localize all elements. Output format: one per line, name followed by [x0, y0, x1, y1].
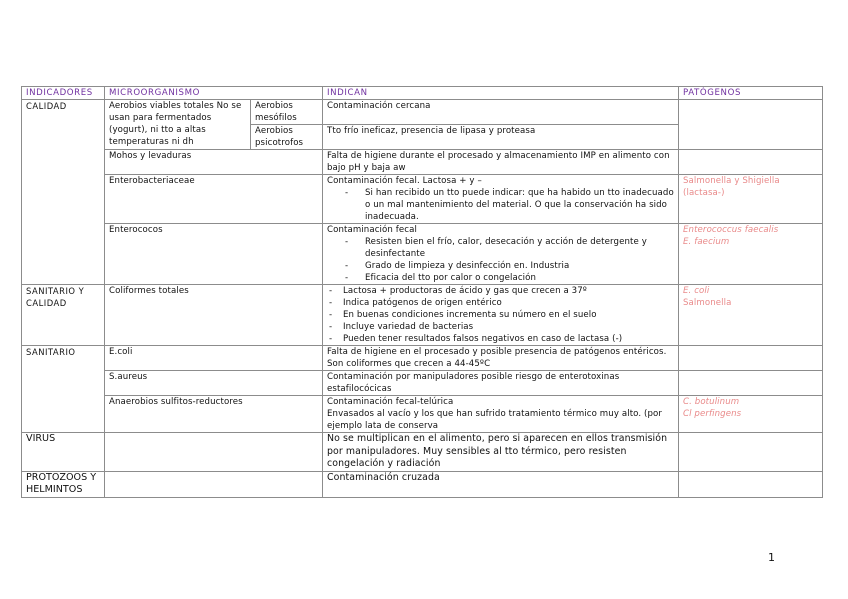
- indicator-cell: VIRUS: [22, 433, 105, 472]
- indican-line: Contaminación fecal-telúrica: [327, 397, 454, 407]
- pathogen-name: E. coli: [683, 286, 710, 296]
- pathogen-cell: [679, 396, 823, 433]
- list-item: - Eficacia del tto por calor o congelación: [365, 272, 674, 284]
- table-row: [22, 433, 823, 472]
- microorganism-cell: Aerobios viables totales No se usan para fermentados (yogurt), ni tto a altas temperaturas ni dh: [105, 100, 251, 150]
- list-item: - Lactosa + productoras de ácido y gas que crecen a 37º: [343, 285, 674, 297]
- indicator-cell: CALIDAD: [22, 100, 105, 285]
- microorganism-cell: E.coli: [105, 346, 323, 371]
- indicators-table: [21, 86, 823, 498]
- header-indican: INDICAN: [323, 87, 679, 100]
- indican-cell: Tto frío ineficaz, presencia de lipasa y proteasa: [323, 125, 679, 150]
- table-row: [22, 346, 823, 371]
- pathogen-cell: [679, 346, 823, 371]
- table-row: [22, 472, 823, 498]
- table-row: [22, 224, 823, 285]
- indican-cell: Contaminación cercana: [323, 100, 679, 125]
- header-patogenos: PATÓGENOS: [679, 87, 823, 100]
- microorganism-cell: Anaerobios sulfitos-reductores: [105, 396, 323, 433]
- table-header-row: [22, 87, 823, 100]
- indican-cell: Falta de higiene en el procesado y posible presencia de patógenos entéricos. Son coliformes que crecen a 44-45ºC: [323, 346, 679, 371]
- pathogen-cell: [679, 433, 823, 472]
- bullet-list: [327, 187, 674, 223]
- sub-microorganism-cell: Aerobios mesófilos: [251, 100, 323, 125]
- pathogen-cell: [679, 100, 823, 150]
- indican-cell: [323, 224, 679, 285]
- table-row: [22, 371, 823, 396]
- indican-cell: Falta de higiene durante el procesado y almacenamiento IMP en alimento con bajo pH y baja aw: [323, 150, 679, 175]
- table-row: [22, 396, 823, 433]
- list-item: - Grado de limpieza y desinfección en. Industria: [365, 260, 674, 272]
- indican-cell: Contaminación por manipuladores posible riesgo de enterotoxinas estafilocócicas: [323, 371, 679, 396]
- microorganism-cell: Mohos y levaduras: [105, 150, 323, 175]
- pathogen-cell: [679, 150, 823, 175]
- table-row: [22, 285, 823, 346]
- indican-title: Contaminación fecal: [327, 225, 417, 235]
- pathogen-name: Salmonella: [683, 298, 732, 308]
- indican-title: Contaminación fecal. Lactosa + y –: [327, 176, 482, 186]
- list-item: - Si han recibido un tto puede indicar: que ha habido un tto inadecuado o un mal mantenimiento del material. O que la conservación ha sido inadecuada.: [365, 187, 674, 223]
- indican-cell: No se multiplican en el alimento, pero si aparecen en ellos transmisión por manipuladores. Muy sensibles al tto térmico, pero resisten congelación y radiación: [323, 433, 679, 472]
- pathogen-name: C. botulinum: [683, 397, 740, 407]
- pathogen-name: Enterococcus faecalis: [683, 225, 779, 235]
- bullet-list: [327, 236, 674, 284]
- page-number: 1: [768, 551, 775, 564]
- pathogen-cell: [679, 472, 823, 498]
- list-item: - Incluye variedad de bacterias: [343, 321, 674, 333]
- microorganism-cell: S.aureus: [105, 371, 323, 396]
- list-item: - Indica patógenos de origen entérico: [343, 297, 674, 309]
- microorganism-cell: [105, 433, 323, 472]
- list-item: - En buenas condiciones incrementa su número en el suelo: [343, 309, 674, 321]
- indican-cell: [323, 396, 679, 433]
- microorganism-cell: Coliformes totales: [105, 285, 323, 346]
- pathogen-cell: [679, 224, 823, 285]
- pathogen-cell: Salmonella y Shigiella (lactasa-): [679, 175, 823, 224]
- indicator-cell: PROTOZOOS Y HELMINTOS: [22, 472, 105, 498]
- microorganism-cell: [105, 472, 323, 498]
- sub-microorganism-cell: Aerobios psicotrofos: [251, 125, 323, 150]
- header-indicadores: INDICADORES: [22, 87, 105, 100]
- indican-line: Envasados al vacío y los que han sufrido tratamiento térmico muy alto. (por ejemplo lata de conserva: [327, 409, 663, 431]
- bullet-list: [327, 285, 674, 345]
- indican-cell: Contaminación cruzada: [323, 472, 679, 498]
- list-item: - Pueden tener resultados falsos negativos en caso de lactasa (-): [343, 333, 674, 345]
- pathogen-cell: [679, 285, 823, 346]
- table-row: [22, 100, 823, 125]
- indicator-cell: SANITARIO Y CALIDAD: [22, 285, 105, 346]
- indican-cell: [323, 175, 679, 224]
- indicator-cell: SANITARIO: [22, 346, 105, 433]
- indican-cell: [323, 285, 679, 346]
- pathogen-cell: [679, 371, 823, 396]
- microorganism-cell: Enterobacteriaceae: [105, 175, 323, 224]
- table-row: [22, 150, 823, 175]
- list-item: - Resisten bien el frío, calor, desecación y acción de detergente y desinfectante: [365, 236, 674, 260]
- header-microorganismo: MICROORGANISMO: [105, 87, 323, 100]
- table-row: [22, 175, 823, 224]
- pathogen-name: Cl perfingens: [683, 409, 742, 419]
- microorganism-cell: Enterococos: [105, 224, 323, 285]
- pathogen-name: E. faecium: [683, 237, 730, 247]
